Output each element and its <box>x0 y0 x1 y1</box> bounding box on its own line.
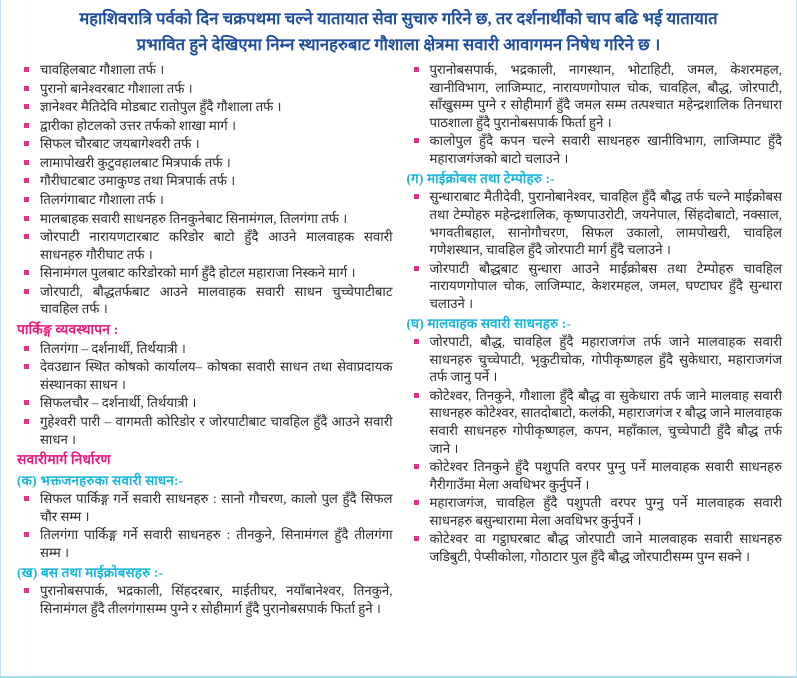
section-ga-heading: (ग) माईक्रोबस तथा टेम्पोहरु :- <box>406 171 555 187</box>
list-item: मालबाहक सवारी साधनहरु तिनकुनेबाट सिनामंगल, तिलगंगा तर्फ । <box>17 210 393 228</box>
list-item: जोरपाटी बौद्धबाट सुन्धारा आउने माईक्रोबस तथा टेम्पोहरु चावहिल नारायणगोपाल चोक, लाजिम्पाट, केशरमहल, जमल, घण्टाघर हुँदै सुन्धारा चलाउने । <box>407 260 783 313</box>
section-ga-list <box>407 188 783 312</box>
route-determination-heading: सवारीमार्ग निर्धारण <box>17 452 111 468</box>
list-item: जोरपाटी, बौद्धतर्फबाट आउने मालवाहक सवारी साधन चुच्चेपाटीबाट चावहिल तर्फ । <box>17 283 393 318</box>
section-kha-list <box>17 582 393 617</box>
section-kha-heading: (ख) बस तथा माईक्रोबसहरु :- <box>17 565 164 581</box>
page-title <box>1 0 796 61</box>
list-item: द्वारीका होटलको उत्तर तर्फको शाखा मार्ग । <box>17 117 393 135</box>
section-ka-list <box>17 490 393 561</box>
list-item: लामापोखरी कुटुवहालबाट मित्रपार्क तर्फ । <box>17 154 393 172</box>
list-item: कालोपुल हुँदै कपन चल्ने सवारी साधनहरु खानीविभाग, लाजिम्पाट हुँदै महाराजगंजको बाटो चलाउने । <box>407 132 783 167</box>
list-item: तिलगंगा – दर्शनार्थी, तिर्थयात्री । <box>17 340 393 358</box>
content-columns <box>1 61 796 618</box>
page-title-line-1: महाशिवरात्रि पर्वको दिन चक्रपथमा चल्ने यातायात सेवा सुचारु गरिने छ, तर दर्शनार्थींको चाप बढि भई यातायात <box>79 9 718 28</box>
list-item: पुरानोबसपार्क, भद्रकाली, सिंहदरबार, माईतीघर, नयाँबानेश्वर, तिनकुने, सिनामंगल हुँदै तीलगंगासम्म पुग्ने र सोहीमार्ग हुँदै पुरानोबसपार्क फिर्ता हुने । <box>17 582 393 617</box>
list-item: कोटेश्वर, तिनकुने, गौशाला हुँदै बौद्ध वा सुकेधारा तर्फ जाने मालवाह सवारी साधनहरु कोटेश्वर, सातदोबाटो, कलंकी, महाराजगंज र बौद्ध जाने मालवाहक सवारी साधनहरु गोपीकृष्णहल, कपन, महाँकाल, चुच्चेपाटी हुँदै बौद्ध तर्फ जाने । <box>407 387 783 457</box>
bus-routes-list <box>407 61 783 167</box>
list-item: पुरानो बानेश्वरबाट गौशाला तर्फ । <box>17 80 393 98</box>
list-item: चावहिलबाट गौशाला तर्फ । <box>17 61 393 79</box>
page-title-line-2: प्रभावित हुने देखिएमा निम्न स्थानहरुबाट गौशाला क्षेत्रमा सवारी आवागमन निषेध गरिने छ । <box>136 34 661 54</box>
left-column <box>7 61 399 618</box>
list-item: ज्ञानेश्वर मैतिदेवि मोडबाट रातोपुल हुँदै गौशाला तर्फ । <box>17 98 393 116</box>
list-item: देवउद्यान स्थित कोषको कार्यालय– कोषका सवारी साधन तथा सेवाप्रदायक संस्थानका साधन । <box>17 358 393 393</box>
parking-management-heading: पार्किङ्ग व्यवस्थापन : <box>17 321 119 337</box>
list-item: कोटेश्वर तिनकुने हुँदै पशुपति वरपर पुग्नु पर्ने मालवाहक सवारी साधनहरु गैरीगाउँमा मेला अवधिभर कुर्नुपर्ने । <box>407 458 783 493</box>
restricted-routes-list <box>17 61 393 318</box>
section-gha-heading: (घ) मालवाहक सवारी साधनहरु :- <box>406 316 572 332</box>
section-gha-list <box>407 333 783 565</box>
list-item: गौरीघाटबाट उमाकुण्ड तथा मित्रपार्क तर्फ । <box>17 172 393 190</box>
list-item: तिलगंगा पार्किङ्ग गर्ने सवारी साधनहरु : तीनकुने, सिनामंगल हुँदै तीलगंगा सम्म । <box>17 526 393 561</box>
list-item: जोरपाटी नारायणटारबाट करिडोर बाटो हुँदै आउने मालवाहक सवारी साधनहरु गौरीघाट तर्फ । <box>17 228 393 263</box>
list-item: कोटेश्वर वा गट्ठाघरबाट बौद्ध जोरपाटी जाने मालवाहक सवारी साधनहरु जडिबुटी, पेप्सीकोला, गोठाटार पुल हुँदै बौद्ध जोरपाटीसम्म पुग्न सक्ने । <box>407 530 783 565</box>
list-item: सिफल पार्किङ्ग गर्ने सवारी साधनहरु : सानो गौचरण, कालो पुल हुँदै सिफल चौर सम्म । <box>17 490 393 525</box>
list-item: तिलगंगाबाट गौशाला तर्फ । <box>17 191 393 209</box>
section-ka-heading: (क) भक्तजनहरुका सवारी साधन:- <box>17 473 184 489</box>
list-item: सुन्धाराबाट मैतीदेवी, पुरानोबानेश्वर, चावहिल हुँदै बौद्ध तर्फ चल्ने माईक्रोबस तथा टेम्पोहरु महेन्द्रशालिक, कृष्णपाउरोटी, जयनेपाल, सिंहदोबाटो, नक्साल, भगवतीबहाल, सानोगौचरण, सिफल उकालो, लामपोखरी, चावहिल गणेशस्थान, चावहिल हुँदै जोरपाटी मार्ग हुँदै चलाउने । <box>407 188 783 258</box>
list-item: सिफलचौर – दर्शनार्थी, तिर्थयात्री । <box>17 394 393 412</box>
list-item: जोरपाटी, बौद्ध, चावहिल हुँदै महाराजगंज तर्फ जाने मालवाहक सवारी साधनहरु चुच्चेपाटी, भृकुटीचोक, गोपीकृष्णहल हुँदै सुकेधारा, महाराजगंज तर्फ जानु पर्ने । <box>407 333 783 386</box>
list-item: सिफल चौरबाट जयबागेश्वरी तर्फ । <box>17 135 393 153</box>
list-item: गुहेश्वरी पारी – वागमती कोरिडोर र जोरपाटीबाट चावहिल हुँदै आउने सवारी साधन । <box>17 413 393 448</box>
right-column <box>399 61 791 566</box>
list-item: महाराजगंज, चावहिल हुँदै पशुपती वरपर पुग्नु पर्ने मालवाहक सवारी साधनहरु बसुन्धारामा मेला अवधिभर कुर्नुपर्ने । <box>407 494 783 529</box>
parking-management-list <box>17 340 393 448</box>
list-item: सिनामंगल पुलबाट करिडोरको मार्ग हुँदै होटल महाराजा निस्कने मार्ग । <box>17 264 393 282</box>
list-item: पुरानोबसपार्क, भद्रकाली, नागस्थान, भोटाहिटी, जमल, केशरमहल, खानीविभाग, लाजिम्पाट, नारायणगोपाल चोक, चावहिल, बौद्ध, जोरपाटी, साँखुसम्म पुग्ने र सोहीमार्ग हुँदै जमल सम्म तत्पश्चात महेन्द्रशालिक तिनधारा पाठशाला हुँदै पुरानोबसपार्क फिर्ता हुने । <box>407 61 783 131</box>
